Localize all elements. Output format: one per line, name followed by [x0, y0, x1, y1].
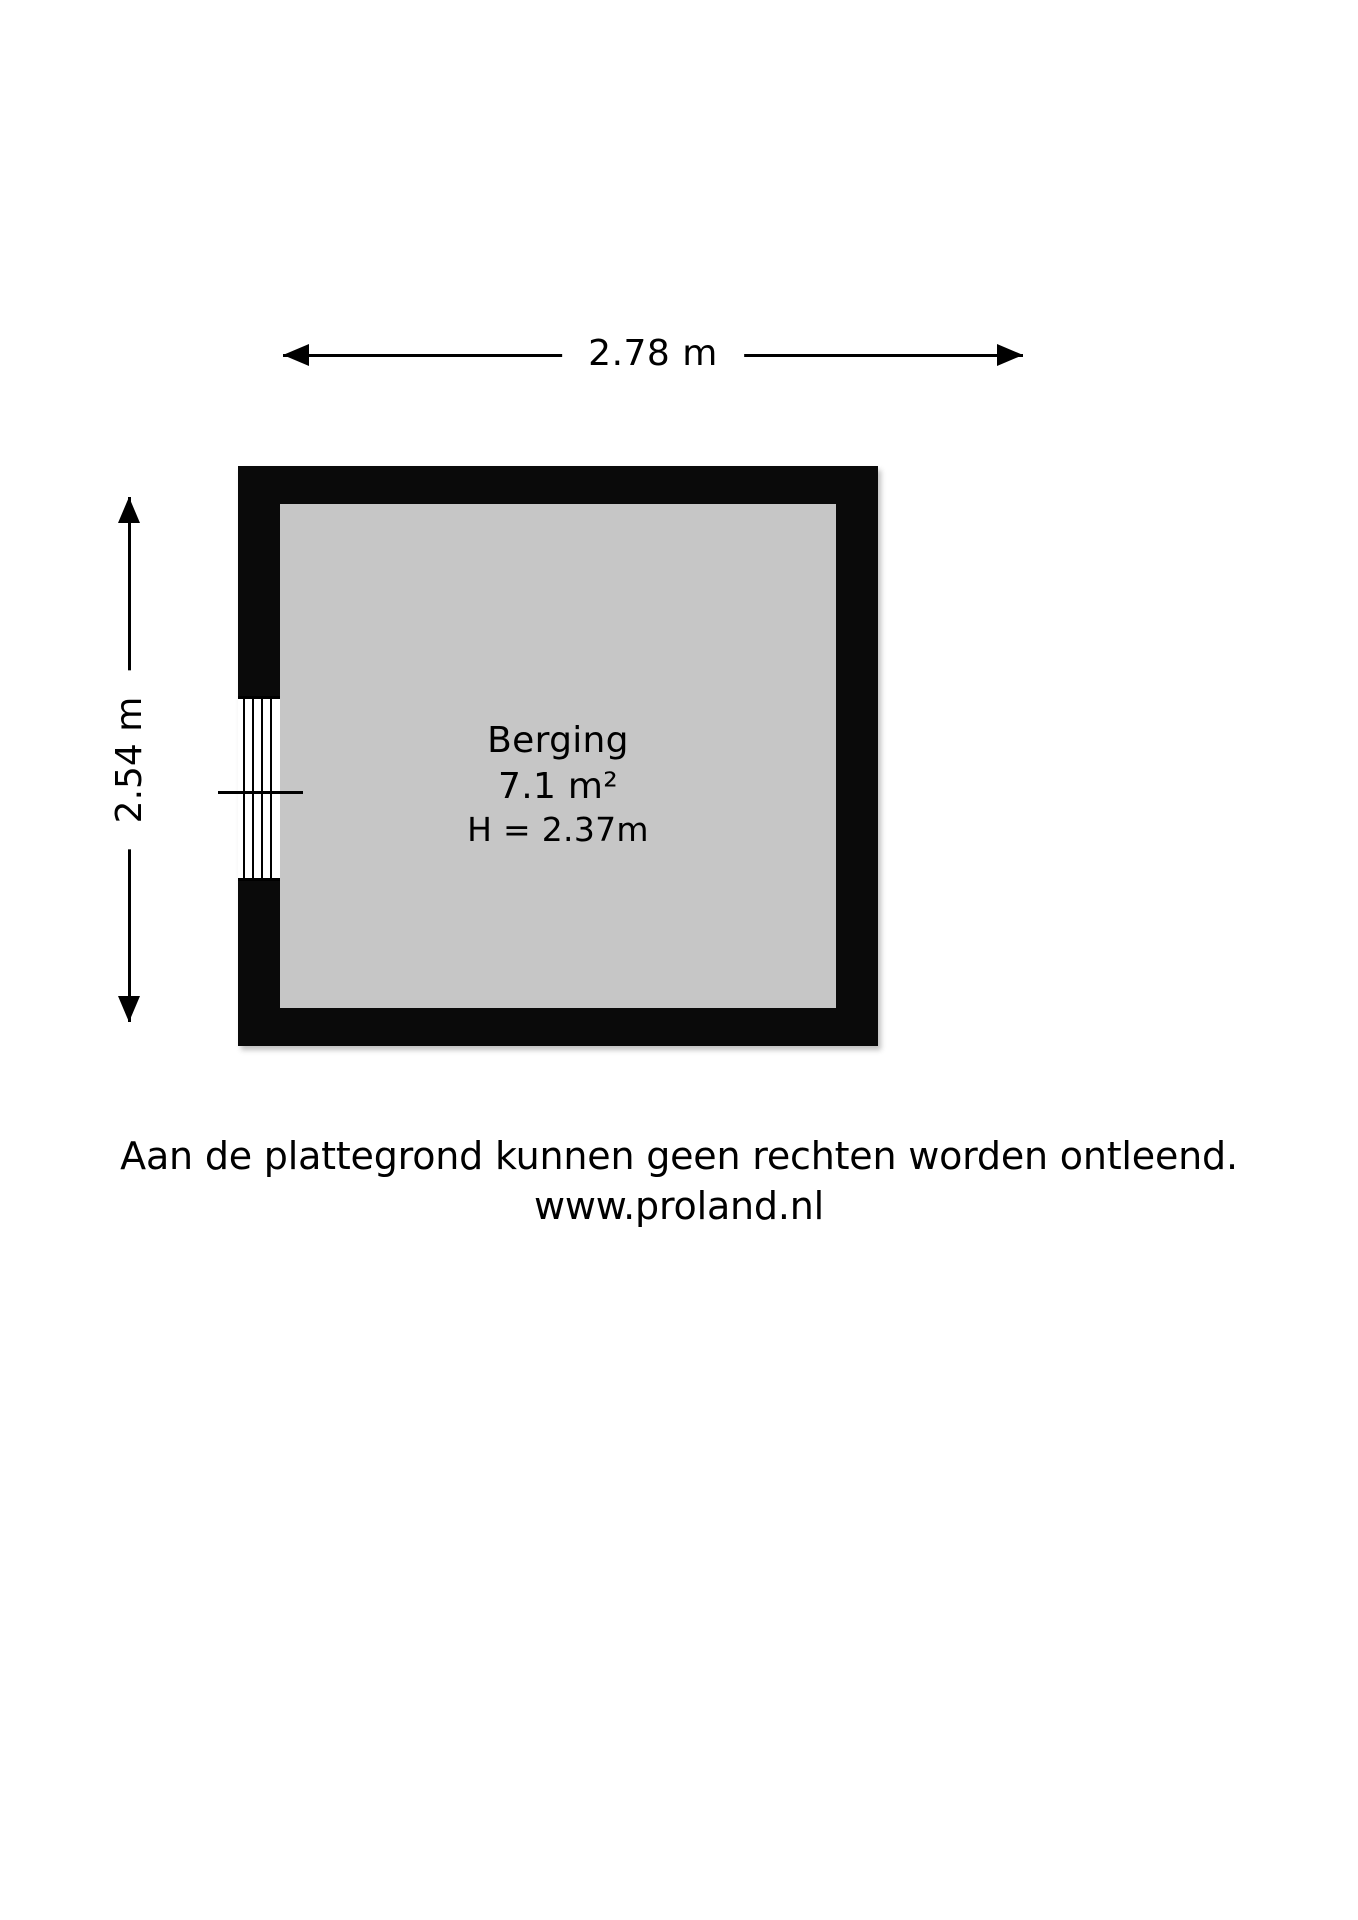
dimension-height	[105, 497, 155, 1022]
arrow-up-icon	[118, 497, 140, 523]
footer-disclaimer: Aan de plattegrond kunnen geen rechten worden ontleend.	[120, 1134, 1238, 1178]
dimension-height-label: 2.54 m	[106, 670, 154, 849]
room-ceiling-height: H = 2.37m	[467, 810, 649, 850]
room-area: 7.1 m²	[498, 765, 618, 807]
room-label-group	[238, 718, 878, 851]
dimension-width	[283, 330, 1023, 380]
arrow-left-icon	[283, 344, 309, 366]
door-edge-bottom	[238, 878, 280, 881]
dimension-width-label: 2.78 m	[562, 330, 744, 378]
door-edge-top	[238, 696, 280, 699]
arrow-right-icon	[997, 344, 1023, 366]
room-name: Berging	[487, 720, 629, 761]
footer-website: www.proland.nl	[534, 1183, 824, 1228]
footer	[0, 1133, 1358, 1232]
arrow-down-icon	[118, 996, 140, 1022]
